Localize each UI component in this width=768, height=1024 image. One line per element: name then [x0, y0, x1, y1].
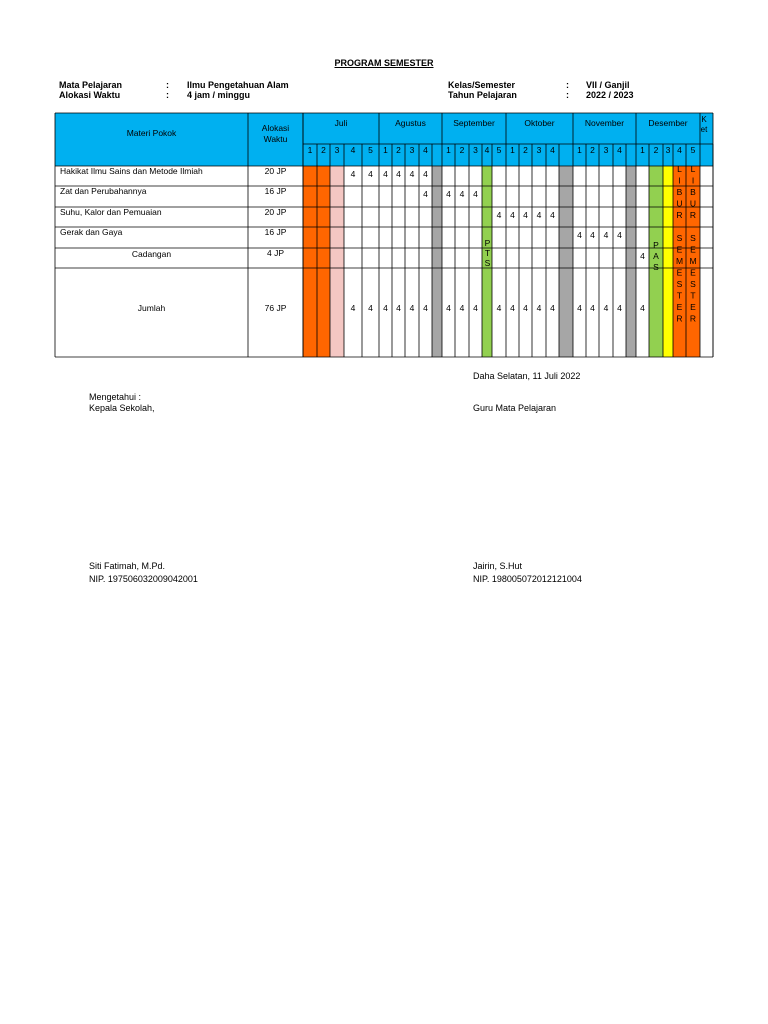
header-ket-1: K [701, 115, 707, 124]
week-number: 5 [496, 145, 502, 155]
week-number: 1 [307, 145, 313, 155]
cell-value: 4 [396, 303, 401, 313]
cell-value: 4 [446, 189, 451, 199]
header-ket-2: et [700, 125, 708, 134]
cell-value: 4 [423, 303, 428, 313]
cell-value: 4 [523, 303, 528, 313]
row-alokasi: 20 JP [264, 207, 287, 217]
row-materi: Jumlah [137, 303, 166, 313]
semester-table [0, 0, 768, 370]
libur-semester-label: R [676, 313, 683, 324]
sep: : [566, 80, 569, 90]
libur-semester-label: S [690, 279, 696, 289]
week-number: 2 [396, 145, 401, 155]
cell-value: 4 [590, 230, 595, 240]
week-number: 1 [383, 145, 388, 155]
cell-value: 4 [423, 169, 428, 179]
row-materi: Hakikat Ilmu Sains dan Metode Ilmiah [60, 166, 203, 176]
cell-value: 4 [350, 169, 356, 179]
column-fill [317, 166, 330, 357]
header-materi-pokok: Materi Pokok [126, 128, 177, 138]
header-alokasi-line1: Alokasi [261, 123, 290, 133]
cell-value: 4 [496, 303, 502, 313]
week-number: 4 [617, 145, 622, 155]
row-alokasi: 4 JP [266, 248, 285, 258]
row-materi: Suhu, Kalor dan Pemuaian [60, 207, 162, 217]
libur-semester-label: E [676, 302, 683, 312]
row-materi: Cadangan [131, 249, 172, 259]
sep: : [166, 80, 169, 90]
pts-label: P [484, 238, 491, 248]
libur-semester-label: T [690, 290, 696, 301]
place-date: Daha Selatan, 11 Juli 2022 [473, 371, 581, 381]
cell-value: 4 [617, 303, 622, 313]
cell-value: 4 [350, 303, 356, 313]
libur-semester-label: I [691, 175, 695, 186]
week-number: 4 [350, 145, 356, 155]
kepala-name: Siti Fatimah, M.Pd. [89, 561, 166, 571]
libur-semester-label: S [690, 233, 696, 243]
week-number: 3 [536, 145, 542, 155]
week-number: 2 [459, 145, 465, 155]
libur-semester-label: B [690, 187, 696, 197]
cell-value: 4 [536, 303, 542, 313]
libur-semester-label: E [690, 244, 696, 255]
week-number: 1 [640, 145, 645, 155]
week-number: 4 [677, 145, 682, 155]
week-number: 3 [665, 145, 671, 155]
value-mata-pelajaran: Ilmu Pengetahuan Alam [187, 80, 289, 90]
week-number: 3 [409, 145, 415, 155]
guru-nip: NIP. 198005072012121004 [473, 574, 582, 584]
cell-value: 4 [590, 303, 595, 313]
cell-value: 4 [640, 251, 645, 261]
week-number: 3 [603, 145, 609, 155]
libur-semester-label: L [677, 164, 682, 174]
row-materi: Zat dan Perubahannya [60, 186, 147, 196]
label-mata-pelajaran: Mata Pelajaran [59, 80, 123, 90]
cell-value: 4 [603, 303, 609, 313]
libur-semester-label: E [676, 244, 683, 255]
libur-semester-label: R [676, 210, 683, 220]
cell-value: 4 [510, 210, 515, 220]
month-label: Juli [334, 118, 348, 128]
header-alokasi-line2: Waktu [263, 134, 288, 144]
libur-semester-label: T [676, 290, 683, 301]
column-fill [330, 166, 344, 357]
cell-value: 4 [577, 303, 582, 313]
label-kelas-semester: Kelas/Semester [448, 80, 516, 90]
libur-semester-label: U [676, 198, 683, 209]
cell-value: 4 [550, 303, 555, 313]
libur-semester-label: L [690, 164, 696, 174]
cell-value: 4 [536, 210, 542, 220]
cell-value: 4 [510, 303, 515, 313]
cell-value: 4 [396, 169, 401, 179]
libur-semester-label: M [675, 256, 684, 266]
cell-value: 4 [473, 189, 478, 199]
cell-value: 4 [473, 303, 478, 313]
column-fill [303, 166, 317, 357]
column-fill [626, 166, 636, 357]
libur-semester-label: I [678, 175, 681, 186]
cell-value: 4 [496, 210, 502, 220]
cell-value: 4 [459, 189, 465, 199]
column-fill [432, 166, 442, 357]
week-number: 3 [334, 145, 340, 155]
week-number: 4 [484, 145, 490, 155]
guru-label: Guru Mata Pelajaran [473, 403, 557, 413]
cell-value: 4 [368, 169, 373, 179]
column-fill [559, 166, 573, 357]
cell-value: 4 [368, 303, 373, 313]
sep: : [166, 90, 169, 100]
row-materi: Gerak dan Gaya [60, 227, 123, 237]
libur-semester-label: M [689, 256, 697, 266]
row-alokasi: 16 JP [264, 186, 287, 196]
week-number: 2 [523, 145, 528, 155]
cell-value: 4 [459, 303, 465, 313]
cell-value: 4 [446, 303, 451, 313]
page-title: PROGRAM SEMESTER [334, 58, 434, 68]
sep: : [566, 90, 569, 100]
libur-semester-label: B [676, 187, 683, 197]
month-label: November [584, 118, 625, 128]
column-fill [663, 166, 673, 357]
value-alokasi-waktu: 4 jam / minggu [187, 90, 251, 100]
cell-value: 4 [409, 169, 415, 179]
cell-value: 4 [383, 303, 388, 313]
row-alokasi: 76 JP [264, 303, 287, 313]
month-label: Agustus [395, 118, 426, 128]
cell-value: 4 [577, 230, 582, 240]
week-number: 2 [321, 145, 326, 155]
libur-semester-label: S [676, 233, 683, 243]
kepala-sekolah-label: Kepala Sekolah, [89, 403, 155, 413]
week-number: 1 [510, 145, 515, 155]
libur-semester-label: S [676, 279, 683, 289]
value-tahun-pelajaran: 2022 / 2023 [586, 90, 634, 100]
week-number: 4 [550, 145, 555, 155]
kepala-nip: NIP. 197506032009042001 [89, 574, 198, 584]
pts-label: S [484, 258, 491, 268]
pas-label: P [653, 240, 659, 250]
row-alokasi: 16 JP [264, 227, 287, 237]
label-alokasi-waktu: Alokasi Waktu [59, 90, 121, 100]
libur-semester-label: U [689, 198, 697, 209]
cell-value: 4 [383, 169, 388, 179]
month-label: Oktober [524, 118, 555, 128]
month-label: September [453, 118, 495, 128]
guru-name: Jairin, S.Hut [473, 561, 523, 571]
week-number: 1 [577, 145, 582, 155]
pas-label: A [653, 251, 659, 261]
cell-value: 4 [603, 230, 609, 240]
week-number: 2 [653, 145, 659, 155]
month-label: Desember [648, 118, 688, 128]
cell-value: 4 [640, 303, 645, 313]
cell-value: 4 [617, 230, 622, 240]
row-alokasi: 20 JP [264, 166, 287, 176]
pts-label: T [484, 248, 491, 258]
libur-semester-label: E [676, 267, 683, 278]
libur-semester-label: E [690, 267, 696, 278]
cell-value: 4 [550, 210, 555, 220]
pas-label: S [653, 262, 659, 272]
week-number: 5 [690, 145, 696, 155]
week-number: 5 [368, 145, 373, 155]
value-kelas-semester: VII / Ganjil [586, 80, 630, 90]
libur-semester-label: R [689, 210, 697, 220]
week-number: 1 [446, 145, 451, 155]
cell-value: 4 [423, 189, 428, 199]
cell-value: 4 [523, 210, 528, 220]
libur-semester-label: R [689, 313, 697, 324]
libur-semester-label: E [690, 302, 696, 312]
week-number: 4 [423, 145, 428, 155]
week-number: 2 [590, 145, 595, 155]
label-tahun-pelajaran: Tahun Pelajaran [448, 90, 517, 100]
mengetahui-label: Mengetahui : [89, 392, 142, 402]
week-number: 3 [473, 145, 478, 155]
cell-value: 4 [409, 303, 415, 313]
